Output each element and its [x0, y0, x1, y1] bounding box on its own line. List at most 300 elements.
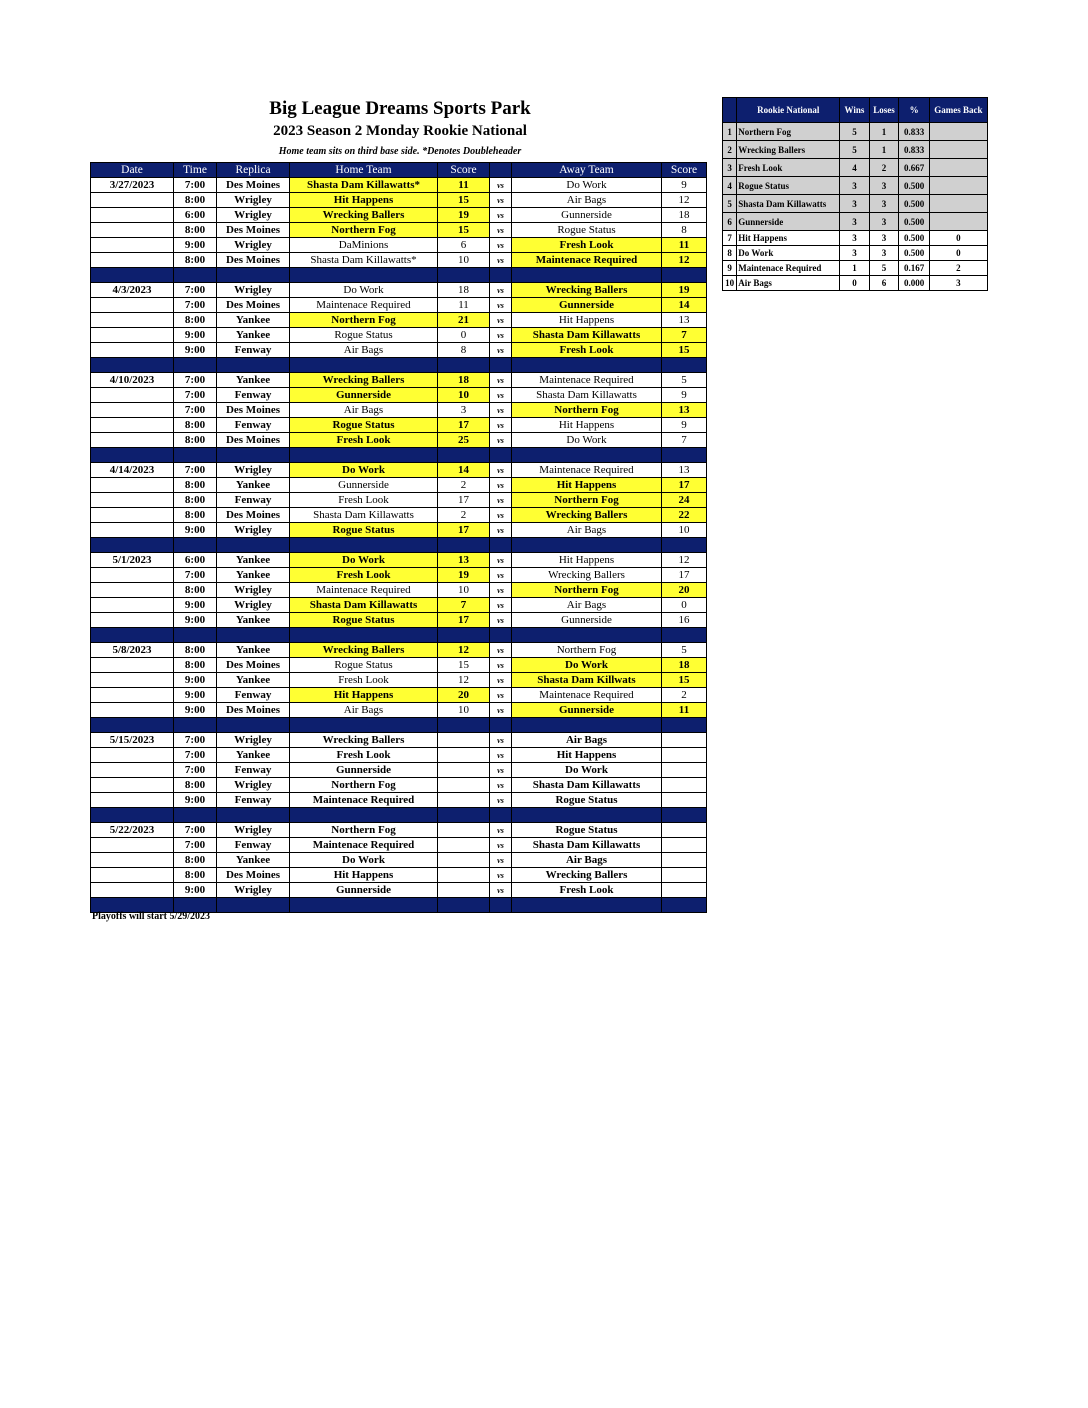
away-team: Gunnerside — [512, 208, 662, 223]
home-score: 11 — [438, 178, 490, 193]
game-date — [91, 313, 174, 328]
home-team: Fresh Look — [290, 673, 438, 688]
game-date — [91, 793, 174, 808]
game-date — [91, 868, 174, 883]
game-row — [91, 688, 707, 703]
vs-label: vs — [490, 388, 512, 403]
separator-cell — [217, 718, 290, 733]
separator-cell — [662, 898, 707, 913]
game-row — [91, 703, 707, 718]
standings-row — [723, 276, 988, 291]
game-time: 9:00 — [174, 328, 217, 343]
vs-label: vs — [490, 433, 512, 448]
away-team: Do Work — [512, 763, 662, 778]
game-row — [91, 553, 707, 568]
separator-cell — [662, 718, 707, 733]
standings-team: Shasta Dam Killawatts — [737, 195, 840, 213]
separator-cell — [490, 718, 512, 733]
away-team: Maintenace Required — [512, 253, 662, 268]
away-score — [662, 763, 707, 778]
standings-games-back: 0 — [929, 246, 987, 261]
vs-label: vs — [490, 793, 512, 808]
standings-wins: 1 — [840, 261, 870, 276]
home-team: Do Work — [290, 853, 438, 868]
away-team: Hit Happens — [512, 313, 662, 328]
standings-losses: 3 — [869, 213, 899, 231]
game-date: 5/1/2023 — [91, 553, 174, 568]
away-team: Hit Happens — [512, 553, 662, 568]
standings-pct: 0.500 — [899, 195, 930, 213]
schedule-header-cell: Home Team — [290, 163, 438, 178]
away-score: 13 — [662, 463, 707, 478]
home-score — [438, 883, 490, 898]
page-title: Big League Dreams Sports Park — [269, 98, 531, 119]
game-time: 8:00 — [174, 253, 217, 268]
home-score: 2 — [438, 508, 490, 523]
home-team: Gunnerside — [290, 388, 438, 403]
game-time: 9:00 — [174, 688, 217, 703]
week-separator — [91, 718, 707, 733]
game-field: Yankee — [217, 313, 290, 328]
home-score — [438, 823, 490, 838]
separator-cell — [438, 448, 490, 463]
away-score: 9 — [662, 388, 707, 403]
home-score: 6 — [438, 238, 490, 253]
away-score: 20 — [662, 583, 707, 598]
game-row — [91, 583, 707, 598]
home-team: Maintenace Required — [290, 838, 438, 853]
game-field: Wrigley — [217, 463, 290, 478]
separator-cell — [174, 538, 217, 553]
game-time: 8:00 — [174, 868, 217, 883]
home-team: Northern Fog — [290, 223, 438, 238]
standings-games-back — [929, 159, 987, 177]
home-team: Gunnerside — [290, 478, 438, 493]
away-score: 13 — [662, 313, 707, 328]
standings-wins: 3 — [840, 177, 870, 195]
standings-team: Hit Happens — [737, 231, 840, 246]
standings-wins: 5 — [840, 123, 870, 141]
away-score — [662, 883, 707, 898]
game-time: 8:00 — [174, 508, 217, 523]
game-field: Yankee — [217, 328, 290, 343]
standings-losses: 3 — [869, 246, 899, 261]
home-score — [438, 853, 490, 868]
standings-games-back — [929, 213, 987, 231]
home-score: 10 — [438, 583, 490, 598]
game-date: 3/27/2023 — [91, 178, 174, 193]
home-team: Hit Happens — [290, 868, 438, 883]
away-score: 22 — [662, 508, 707, 523]
game-time: 9:00 — [174, 673, 217, 688]
standings-losses: 6 — [869, 276, 899, 291]
away-score: 5 — [662, 373, 707, 388]
separator-cell — [91, 268, 174, 283]
home-score: 18 — [438, 373, 490, 388]
separator-cell — [438, 808, 490, 823]
away-score — [662, 838, 707, 853]
schedule-header-cell: Away Team — [512, 163, 662, 178]
game-row — [91, 733, 707, 748]
separator-cell — [91, 448, 174, 463]
standings-losses: 3 — [869, 195, 899, 213]
vs-label: vs — [490, 418, 512, 433]
vs-label: vs — [490, 568, 512, 583]
away-team: Maintenace Required — [512, 463, 662, 478]
vs-label: vs — [490, 688, 512, 703]
game-field: Des Moines — [217, 403, 290, 418]
separator-cell — [512, 898, 662, 913]
standings-losses: 1 — [869, 123, 899, 141]
game-row — [91, 763, 707, 778]
vs-label: vs — [490, 583, 512, 598]
away-team: Wrecking Ballers — [512, 508, 662, 523]
standings-pct: 0.500 — [899, 213, 930, 231]
separator-cell — [174, 358, 217, 373]
game-time: 7:00 — [174, 838, 217, 853]
vs-label: vs — [490, 298, 512, 313]
schedule-header-cell: Time — [174, 163, 217, 178]
game-date — [91, 598, 174, 613]
separator-cell — [217, 628, 290, 643]
schedule-header-cell: Replica — [217, 163, 290, 178]
vs-label: vs — [490, 478, 512, 493]
away-score: 8 — [662, 223, 707, 238]
standings-team: Gunnerside — [737, 213, 840, 231]
separator-cell — [217, 268, 290, 283]
separator-cell — [512, 628, 662, 643]
standings-games-back: 3 — [929, 276, 987, 291]
separator-cell — [438, 268, 490, 283]
home-score: 11 — [438, 298, 490, 313]
game-field: Wrigley — [217, 733, 290, 748]
away-team: Rogue Status — [512, 793, 662, 808]
standings-wins: 3 — [840, 231, 870, 246]
game-time: 8:00 — [174, 493, 217, 508]
game-row — [91, 313, 707, 328]
away-score: 16 — [662, 613, 707, 628]
standings-games-back: 2 — [929, 261, 987, 276]
standings-row — [723, 246, 988, 261]
home-score: 3 — [438, 403, 490, 418]
game-field: Yankee — [217, 748, 290, 763]
home-team: Air Bags — [290, 403, 438, 418]
game-field: Des Moines — [217, 253, 290, 268]
separator-cell — [91, 358, 174, 373]
separator-cell — [290, 268, 438, 283]
away-team: Shasta Dam Killwats — [512, 673, 662, 688]
separator-cell — [217, 898, 290, 913]
game-time: 7:00 — [174, 823, 217, 838]
page-subtitle: 2023 Season 2 Monday Rookie National — [273, 123, 527, 139]
standings-rank: 3 — [723, 159, 737, 177]
standings-pct: 0.667 — [899, 159, 930, 177]
game-row — [91, 343, 707, 358]
game-field: Yankee — [217, 613, 290, 628]
standings-header-cell: Games Back — [929, 98, 987, 123]
vs-label: vs — [490, 223, 512, 238]
away-team: Gunnerside — [512, 298, 662, 313]
game-time: 8:00 — [174, 853, 217, 868]
separator-cell — [438, 898, 490, 913]
game-time: 7:00 — [174, 463, 217, 478]
game-field: Wrigley — [217, 283, 290, 298]
game-date — [91, 508, 174, 523]
game-field: Des Moines — [217, 703, 290, 718]
vs-label: vs — [490, 868, 512, 883]
game-date — [91, 613, 174, 628]
home-team: Shasta Dam Killawatts — [290, 508, 438, 523]
game-field: Fenway — [217, 343, 290, 358]
game-time: 7:00 — [174, 733, 217, 748]
separator-cell — [490, 808, 512, 823]
game-time: 8:00 — [174, 583, 217, 598]
home-score: 12 — [438, 673, 490, 688]
standings-losses: 2 — [869, 159, 899, 177]
game-row — [91, 253, 707, 268]
game-date — [91, 493, 174, 508]
game-field: Des Moines — [217, 508, 290, 523]
standings-rank: 4 — [723, 177, 737, 195]
standings-rank: 9 — [723, 261, 737, 276]
game-field: Wrigley — [217, 883, 290, 898]
away-score: 12 — [662, 193, 707, 208]
standings-wins: 4 — [840, 159, 870, 177]
away-team: Hit Happens — [512, 748, 662, 763]
game-row — [91, 493, 707, 508]
standings-team: Northern Fog — [737, 123, 840, 141]
away-score: 11 — [662, 703, 707, 718]
home-team: Gunnerside — [290, 763, 438, 778]
away-score: 17 — [662, 478, 707, 493]
game-field: Des Moines — [217, 178, 290, 193]
game-date — [91, 418, 174, 433]
week-separator — [91, 268, 707, 283]
game-field: Wrigley — [217, 598, 290, 613]
game-field: Wrigley — [217, 208, 290, 223]
home-score: 10 — [438, 703, 490, 718]
vs-label: vs — [490, 508, 512, 523]
separator-cell — [490, 358, 512, 373]
home-team: Hit Happens — [290, 193, 438, 208]
game-time: 8:00 — [174, 313, 217, 328]
vs-label: vs — [490, 283, 512, 298]
vs-label: vs — [490, 208, 512, 223]
game-time: 7:00 — [174, 568, 217, 583]
game-time: 7:00 — [174, 373, 217, 388]
game-time: 7:00 — [174, 388, 217, 403]
separator-cell — [490, 268, 512, 283]
game-time: 9:00 — [174, 598, 217, 613]
away-team: Maintenace Required — [512, 688, 662, 703]
away-team: Wrecking Ballers — [512, 868, 662, 883]
game-date — [91, 883, 174, 898]
standings-wins: 0 — [840, 276, 870, 291]
home-score: 10 — [438, 388, 490, 403]
game-field: Yankee — [217, 373, 290, 388]
game-date — [91, 208, 174, 223]
standings-losses: 5 — [869, 261, 899, 276]
vs-label: vs — [490, 838, 512, 853]
game-field: Yankee — [217, 553, 290, 568]
game-row — [91, 598, 707, 613]
game-row — [91, 883, 707, 898]
vs-label: vs — [490, 763, 512, 778]
home-team: Northern Fog — [290, 313, 438, 328]
away-score — [662, 793, 707, 808]
away-team: Air Bags — [512, 598, 662, 613]
home-score: 14 — [438, 463, 490, 478]
game-row — [91, 418, 707, 433]
away-score: 9 — [662, 178, 707, 193]
home-team: Rogue Status — [290, 418, 438, 433]
game-date — [91, 193, 174, 208]
away-score — [662, 748, 707, 763]
standings-row — [723, 213, 988, 231]
home-team: Hit Happens — [290, 688, 438, 703]
away-score — [662, 868, 707, 883]
standings-row — [723, 141, 988, 159]
home-team: Gunnerside — [290, 883, 438, 898]
separator-cell — [217, 808, 290, 823]
game-date — [91, 838, 174, 853]
away-score: 15 — [662, 343, 707, 358]
standings-pct: 0.833 — [899, 123, 930, 141]
separator-cell — [512, 808, 662, 823]
playoffs-note: Playoffs will start 5/29/2023 — [92, 911, 211, 922]
home-team: Wrecking Ballers — [290, 208, 438, 223]
home-team: Air Bags — [290, 703, 438, 718]
game-date — [91, 328, 174, 343]
game-field: Fenway — [217, 838, 290, 853]
standings-wins: 3 — [840, 195, 870, 213]
game-date — [91, 298, 174, 313]
separator-cell — [91, 808, 174, 823]
home-score: 2 — [438, 478, 490, 493]
game-time: 8:00 — [174, 658, 217, 673]
home-score — [438, 748, 490, 763]
home-team: Maintenace Required — [290, 793, 438, 808]
home-team: Fresh Look — [290, 748, 438, 763]
standings-pct: 0.000 — [899, 276, 930, 291]
home-score: 19 — [438, 568, 490, 583]
separator-cell — [91, 628, 174, 643]
game-row — [91, 238, 707, 253]
game-date: 4/14/2023 — [91, 463, 174, 478]
game-row — [91, 778, 707, 793]
game-row — [91, 748, 707, 763]
separator-cell — [438, 718, 490, 733]
home-score: 15 — [438, 658, 490, 673]
vs-label: vs — [490, 553, 512, 568]
schedule-header-cell: Score — [662, 163, 707, 178]
away-score — [662, 853, 707, 868]
game-date — [91, 523, 174, 538]
separator-cell — [174, 808, 217, 823]
away-team: Maintenace Required — [512, 373, 662, 388]
game-time: 7:00 — [174, 763, 217, 778]
home-team: Shasta Dam Killawatts* — [290, 253, 438, 268]
game-field: Fenway — [217, 763, 290, 778]
game-field: Wrigley — [217, 193, 290, 208]
standings-team: Maintenace Required — [737, 261, 840, 276]
game-field: Yankee — [217, 643, 290, 658]
vs-label: vs — [490, 643, 512, 658]
game-field: Wrigley — [217, 583, 290, 598]
week-separator — [91, 538, 707, 553]
separator-cell — [290, 538, 438, 553]
game-time: 7:00 — [174, 748, 217, 763]
standings-header-cell: Loses — [869, 98, 899, 123]
game-time: 7:00 — [174, 283, 217, 298]
game-field: Wrigley — [217, 823, 290, 838]
away-score: 12 — [662, 553, 707, 568]
home-team: DaMinions — [290, 238, 438, 253]
game-field: Yankee — [217, 853, 290, 868]
away-score: 14 — [662, 298, 707, 313]
home-score — [438, 793, 490, 808]
vs-label: vs — [490, 238, 512, 253]
separator-cell — [290, 808, 438, 823]
standings-pct: 0.500 — [899, 177, 930, 195]
vs-label: vs — [490, 778, 512, 793]
vs-label: vs — [490, 523, 512, 538]
home-score: 17 — [438, 613, 490, 628]
home-team: Rogue Status — [290, 328, 438, 343]
vs-label: vs — [490, 823, 512, 838]
game-field: Fenway — [217, 688, 290, 703]
away-team: Northern Fog — [512, 403, 662, 418]
separator-cell — [490, 538, 512, 553]
home-team: Do Work — [290, 553, 438, 568]
game-date — [91, 433, 174, 448]
home-score: 19 — [438, 208, 490, 223]
away-team: Wrecking Ballers — [512, 568, 662, 583]
separator-cell — [662, 268, 707, 283]
home-team: Air Bags — [290, 343, 438, 358]
home-score: 7 — [438, 598, 490, 613]
separator-cell — [662, 808, 707, 823]
away-team: Do Work — [512, 178, 662, 193]
game-time: 7:00 — [174, 403, 217, 418]
home-score: 15 — [438, 193, 490, 208]
away-score: 2 — [662, 688, 707, 703]
away-team: Gunnerside — [512, 613, 662, 628]
away-team: Shasta Dam Killawatts — [512, 778, 662, 793]
separator-cell — [174, 628, 217, 643]
game-time: 6:00 — [174, 208, 217, 223]
standings-header-row — [723, 98, 988, 123]
separator-cell — [490, 628, 512, 643]
away-score — [662, 823, 707, 838]
home-team: Wrecking Ballers — [290, 373, 438, 388]
game-time: 9:00 — [174, 523, 217, 538]
away-score: 19 — [662, 283, 707, 298]
game-time: 9:00 — [174, 883, 217, 898]
game-row — [91, 478, 707, 493]
vs-label: vs — [490, 493, 512, 508]
game-date — [91, 223, 174, 238]
standings-games-back — [929, 195, 987, 213]
home-team: Fresh Look — [290, 493, 438, 508]
standings-header-cell: Rookie National — [737, 98, 840, 123]
away-score: 18 — [662, 658, 707, 673]
game-date — [91, 403, 174, 418]
away-team: Shasta Dam Killawatts — [512, 838, 662, 853]
vs-label: vs — [490, 328, 512, 343]
vs-label: vs — [490, 193, 512, 208]
game-row — [91, 508, 707, 523]
